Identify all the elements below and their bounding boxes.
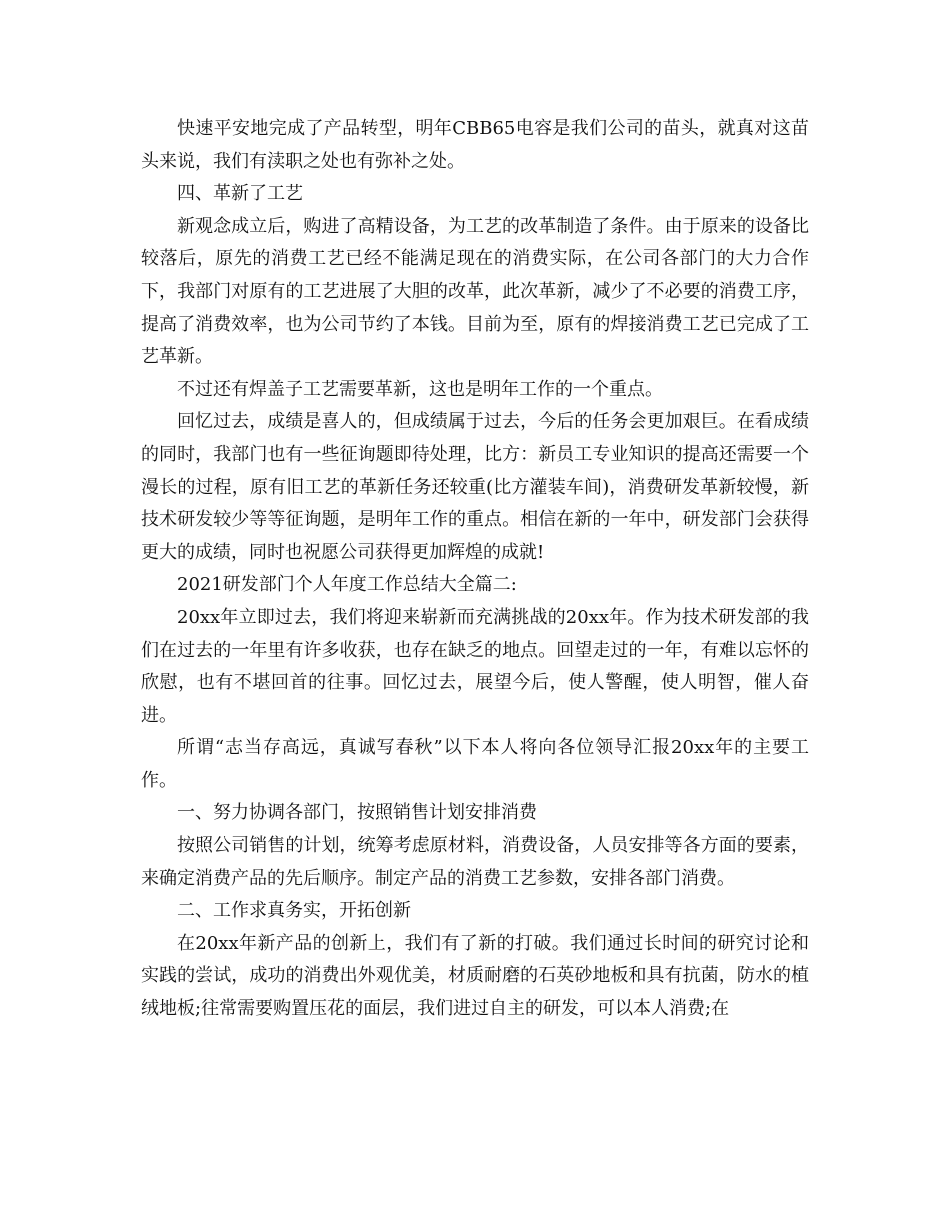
paragraph-year-intro: 20xx年立即过去，我们将迎来崭新而充满挑战的20xx年。作为技术研发部的我们在过去的一年里有许多收获，也存在缺乏的地点。回望走过的一年，有难以忘怀的欣慰，也有不堪回首的往事。回忆过去，展望今后，使人警醒，使人明智，催人奋进。 xyxy=(141,606,809,726)
paragraph-production-plan: 按照公司销售的计划，统筹考虑原材料，消费设备，人员安排等各方面的要素，来确定消费产品的先后顺序。制定产品的消费工艺参数，安排各部门消费。 xyxy=(141,835,809,889)
heading-part-two: 2021研发部门个人年度工作总结大全篇二: xyxy=(177,574,517,596)
paragraph-new-equipment: 新观念成立后，购进了高精设备，为工艺的改革制造了条件。由于原来的设备比较落后，原先的消费工艺已经不能满足现在的消费实际，在公司各部门的大力合作下，我部门对原有的工艺进展了大胆的改革，此次革新，减少了不必要的消费工序，提高了消费效率，也为公司节约了本钱。目前为至，原有的焊接消费工艺已完成了工艺革新。 xyxy=(141,215,809,368)
paragraph-review: 回忆过去，成绩是喜人的，但成绩属于过去，今后的任务会更加艰巨。在看成绩的同时，我部门也有一些征询题即待处理，比方：新员工专业知识的提高还需要一个漫长的过程，原有旧工艺的革新任务还较重(比方灌装车间)，消费研发革新较慢，新技术研发较少等等征询题，是明年工作的重点。相信在新的一年中，研发部门会获得更大的成绩，同时也祝愿公司获得更加辉煌的成就! xyxy=(141,411,809,563)
paragraph-cap-welding: 不过还有焊盖子工艺需要革新，这也是明年工作的一个重点。 xyxy=(177,378,663,400)
paragraph-product-transition: 快速平安地完成了产品转型，明年CBB65电容是我们公司的苗头，就真对这苗头来说，我们有渎职之处也有弥补之处。 xyxy=(141,118,809,172)
heading-innovation: 二、工作求真务实，开拓创新 xyxy=(177,900,411,922)
heading-coordinate-departments: 一、努力协调各部门，按照销售计划安排消费 xyxy=(177,802,537,824)
document-body xyxy=(141,113,809,1026)
heading-process-innovation: 四、革新了工艺 xyxy=(177,183,303,205)
paragraph-report-intro: 所谓“志当存高远，真诚写春秋”以下本人将向各位领导汇报20xx年的主要工作。 xyxy=(141,737,809,791)
paragraph-new-products: 在20xx年新产品的创新上，我们有了新的打破。我们通过长时间的研究讨论和实践的尝试，成功的消费出外观优美，材质耐磨的石英砂地板和具有抗菌，防水的植绒地板;往常需要购置压花的面层，我们进过自主的研发，可以本人消费;在 xyxy=(141,932,809,1020)
